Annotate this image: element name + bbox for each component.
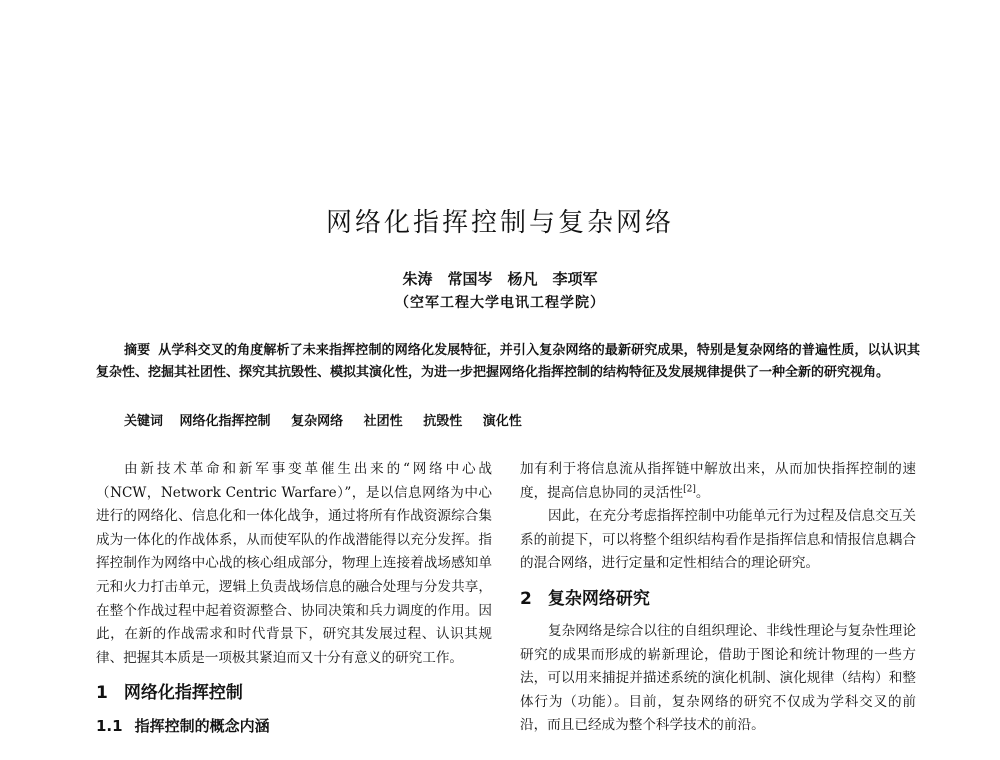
section-1-heading <box>96 680 492 706</box>
hybrid-network-paragraph: 因此，在充分考虑指挥控制中功能单元行为过程及信息交互关系的前提下，可以将整个组织结构看作是指挥信息和情报信息耦合的混合网络，进行定量和定性相结合的理论研究。 <box>520 508 916 572</box>
continued-text: 加有利于将信息流从指挥链中解放出来，从而加快指挥控制的速度，提高信息协同的灵活性 <box>520 461 916 501</box>
citation-ref: [2] <box>683 484 696 495</box>
keywords-label: 关键词 <box>124 414 164 429</box>
keyword: 演化性 <box>482 414 522 429</box>
left-column <box>96 458 492 738</box>
section-1-number: 1 <box>96 683 108 704</box>
section-2-number: 2 <box>520 588 532 609</box>
keyword: 复杂网络 <box>291 414 344 429</box>
paper-affiliation: （空军工程大学电讯工程学院） <box>395 295 605 311</box>
right-column <box>520 458 916 738</box>
keyword: 社团性 <box>363 414 403 429</box>
section-1-title: 网络化指挥控制 <box>123 683 243 704</box>
paper-title: 网络化指挥控制与复杂网络 <box>325 208 674 238</box>
section-2-heading <box>520 586 916 612</box>
keyword: 网络化指挥控制 <box>179 414 271 429</box>
complex-network-paragraph: 复杂网络是综合以往的自组织理论、非线性理论与复杂性理论研究的成果而形成的崭新理论，借助于图论和统计物理的一些方法，可以用来捕捉并描述系统的演化机制、演化规律（结构）和整体行为（功能）。目前，复杂网络的研究不仅成为学科交叉的前沿，而且已经成为整个科学技术的前沿。 <box>520 622 916 734</box>
keywords-block <box>124 411 920 433</box>
continued-end: 。 <box>695 484 710 501</box>
keyword: 抗毁性 <box>423 414 463 429</box>
abstract-text: 从学科交叉的角度解析了未来指挥控制的网络化发展特征，并引入复杂网络的最新研究成果，特别是复杂网络的普遍性质，以认识其复杂性、挖掘其社团性、探究其抗毁性、模拟其演化性，为进一步把握网络化指挥控制的结构特征及发展规律提供了一种全新的研究视角。 <box>96 343 920 380</box>
intro-paragraph: 由新技术革命和新军事变革催生出来的“网络中心战（NCW，Network Centric Warfare）”，是以信息网络为中心进行的网络化、信息化和一体化战争，通过将所有作战资源综合集成为一体化的作战体系，从而使军队的作战潜能得以充分发挥。指挥控制作为网络中心战的核心组成部分，物理上连接着战场感知单元和火力打击单元，逻辑上负责战场信息的融合处理与分发共享，在整个作战过程中起着资源整合、协同决策和兵力调度的作用。因此，在新的作战需求和时代背景下，研究其发展过程、认识其规律、把握其本质是一项极其紧迫而又十分有意义的研究工作。 <box>96 461 492 666</box>
section-2-title: 复杂网络研究 <box>547 588 650 609</box>
section-1-1-title: 指挥控制的概念内涵 <box>134 717 270 736</box>
paper-authors: 朱涛 常国岑 杨凡 李项军 <box>402 270 598 288</box>
section-1-1-number: 1.1 <box>96 717 123 736</box>
abstract-block <box>96 340 920 384</box>
abstract-label: 摘要 <box>124 343 151 358</box>
continued-paragraph <box>520 458 916 505</box>
section-1-1-heading <box>96 714 492 738</box>
